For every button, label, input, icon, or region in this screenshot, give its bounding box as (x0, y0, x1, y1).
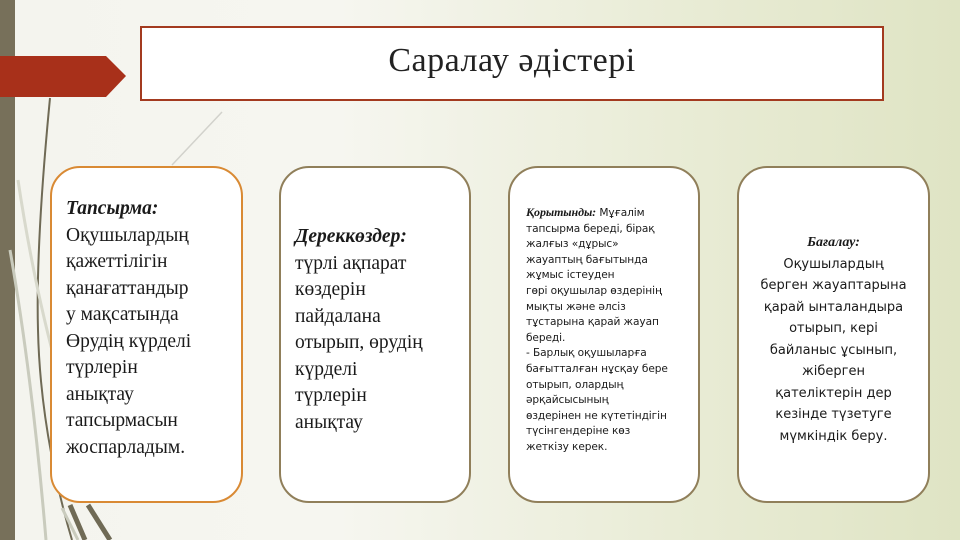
card-line: Оқушылардың (783, 256, 884, 272)
card-conclusion-heading: Қорытынды: (526, 205, 597, 219)
card-assessment-heading: Бағалау: (807, 235, 860, 250)
card-conclusion-body (524, 168, 684, 456)
card-line: гөрі оқушылар өздерінің (526, 284, 662, 297)
card-line: Оқушылардың (66, 224, 189, 246)
card-sources (279, 166, 471, 503)
card-line: кезінде түзетуге (775, 407, 892, 422)
card-line: береді. (526, 331, 566, 344)
card-line: жеткізу керек. (526, 440, 608, 453)
card-line: байланыс ұсынып, (769, 342, 898, 358)
card-line: Өрудің күрделі (66, 330, 192, 352)
card-line: өздерінен не күтетіндігін (526, 409, 667, 422)
arrow-tab-decoration (0, 56, 126, 97)
card-line: жалғыз «дұрыс» (526, 238, 619, 251)
card-line: көздерін (295, 279, 366, 300)
card-line: тұстарына қарай жауап (526, 316, 659, 329)
card-assessment (737, 166, 930, 503)
card-line: отырып, өрудің (295, 332, 423, 353)
card-task-body (66, 168, 227, 461)
card-line: жоспарладым. (66, 436, 186, 458)
card-line: тапсырма береді, бірақ (526, 222, 655, 235)
card-line: күрделі (295, 358, 358, 380)
card-line: қажеттілігін (66, 251, 168, 272)
card-line: жұмыс істеуден (526, 269, 615, 282)
card-line: түрлі ақпарат (295, 252, 407, 274)
card-line: қарай ынталандыра (763, 299, 904, 315)
card-line: анықтау (66, 383, 134, 405)
card-line: анықтау (295, 411, 363, 433)
card-sources-body (295, 168, 455, 436)
card-task (50, 166, 243, 503)
card-line: қателіктерін дер (775, 385, 892, 401)
card-line: у мақсатында (66, 304, 179, 325)
card-line: қанағаттандыр (66, 277, 189, 299)
card-line: түрлерін (295, 385, 367, 406)
card-line: жіберген (802, 364, 865, 379)
card-line: берген жауаптарына (760, 278, 907, 293)
card-line: түсінгендеріне көз (526, 425, 631, 438)
card-conclusion-first-line (526, 205, 684, 222)
card-line: әрқайсысының (526, 394, 609, 407)
card-conclusion (508, 166, 700, 503)
card-line: жауаптың бағытында (526, 253, 648, 266)
card-line: отырып, олардың (526, 378, 624, 391)
card-line: мүмкіндік беру. (779, 428, 888, 444)
card-line: мықты және әлсіз (526, 300, 626, 313)
card-line: тапсырмасын (66, 410, 178, 431)
card-line: пайдалана (295, 305, 381, 327)
slide-title: Саралау әдістері (388, 41, 636, 79)
card-line: бағытталған нұсқау бере (526, 362, 668, 375)
card-assessment-body (753, 168, 914, 447)
card-sources-heading: Дереккөздер: (295, 226, 407, 247)
card-line: отырып, кері (789, 321, 878, 336)
card-task-heading: Тапсырма: (66, 198, 159, 219)
card-line: түрлерін (66, 357, 138, 378)
card-line: - Барлық оқушыларға (526, 347, 647, 360)
card-line: Мұғалім (596, 207, 645, 219)
title-box (140, 26, 884, 101)
